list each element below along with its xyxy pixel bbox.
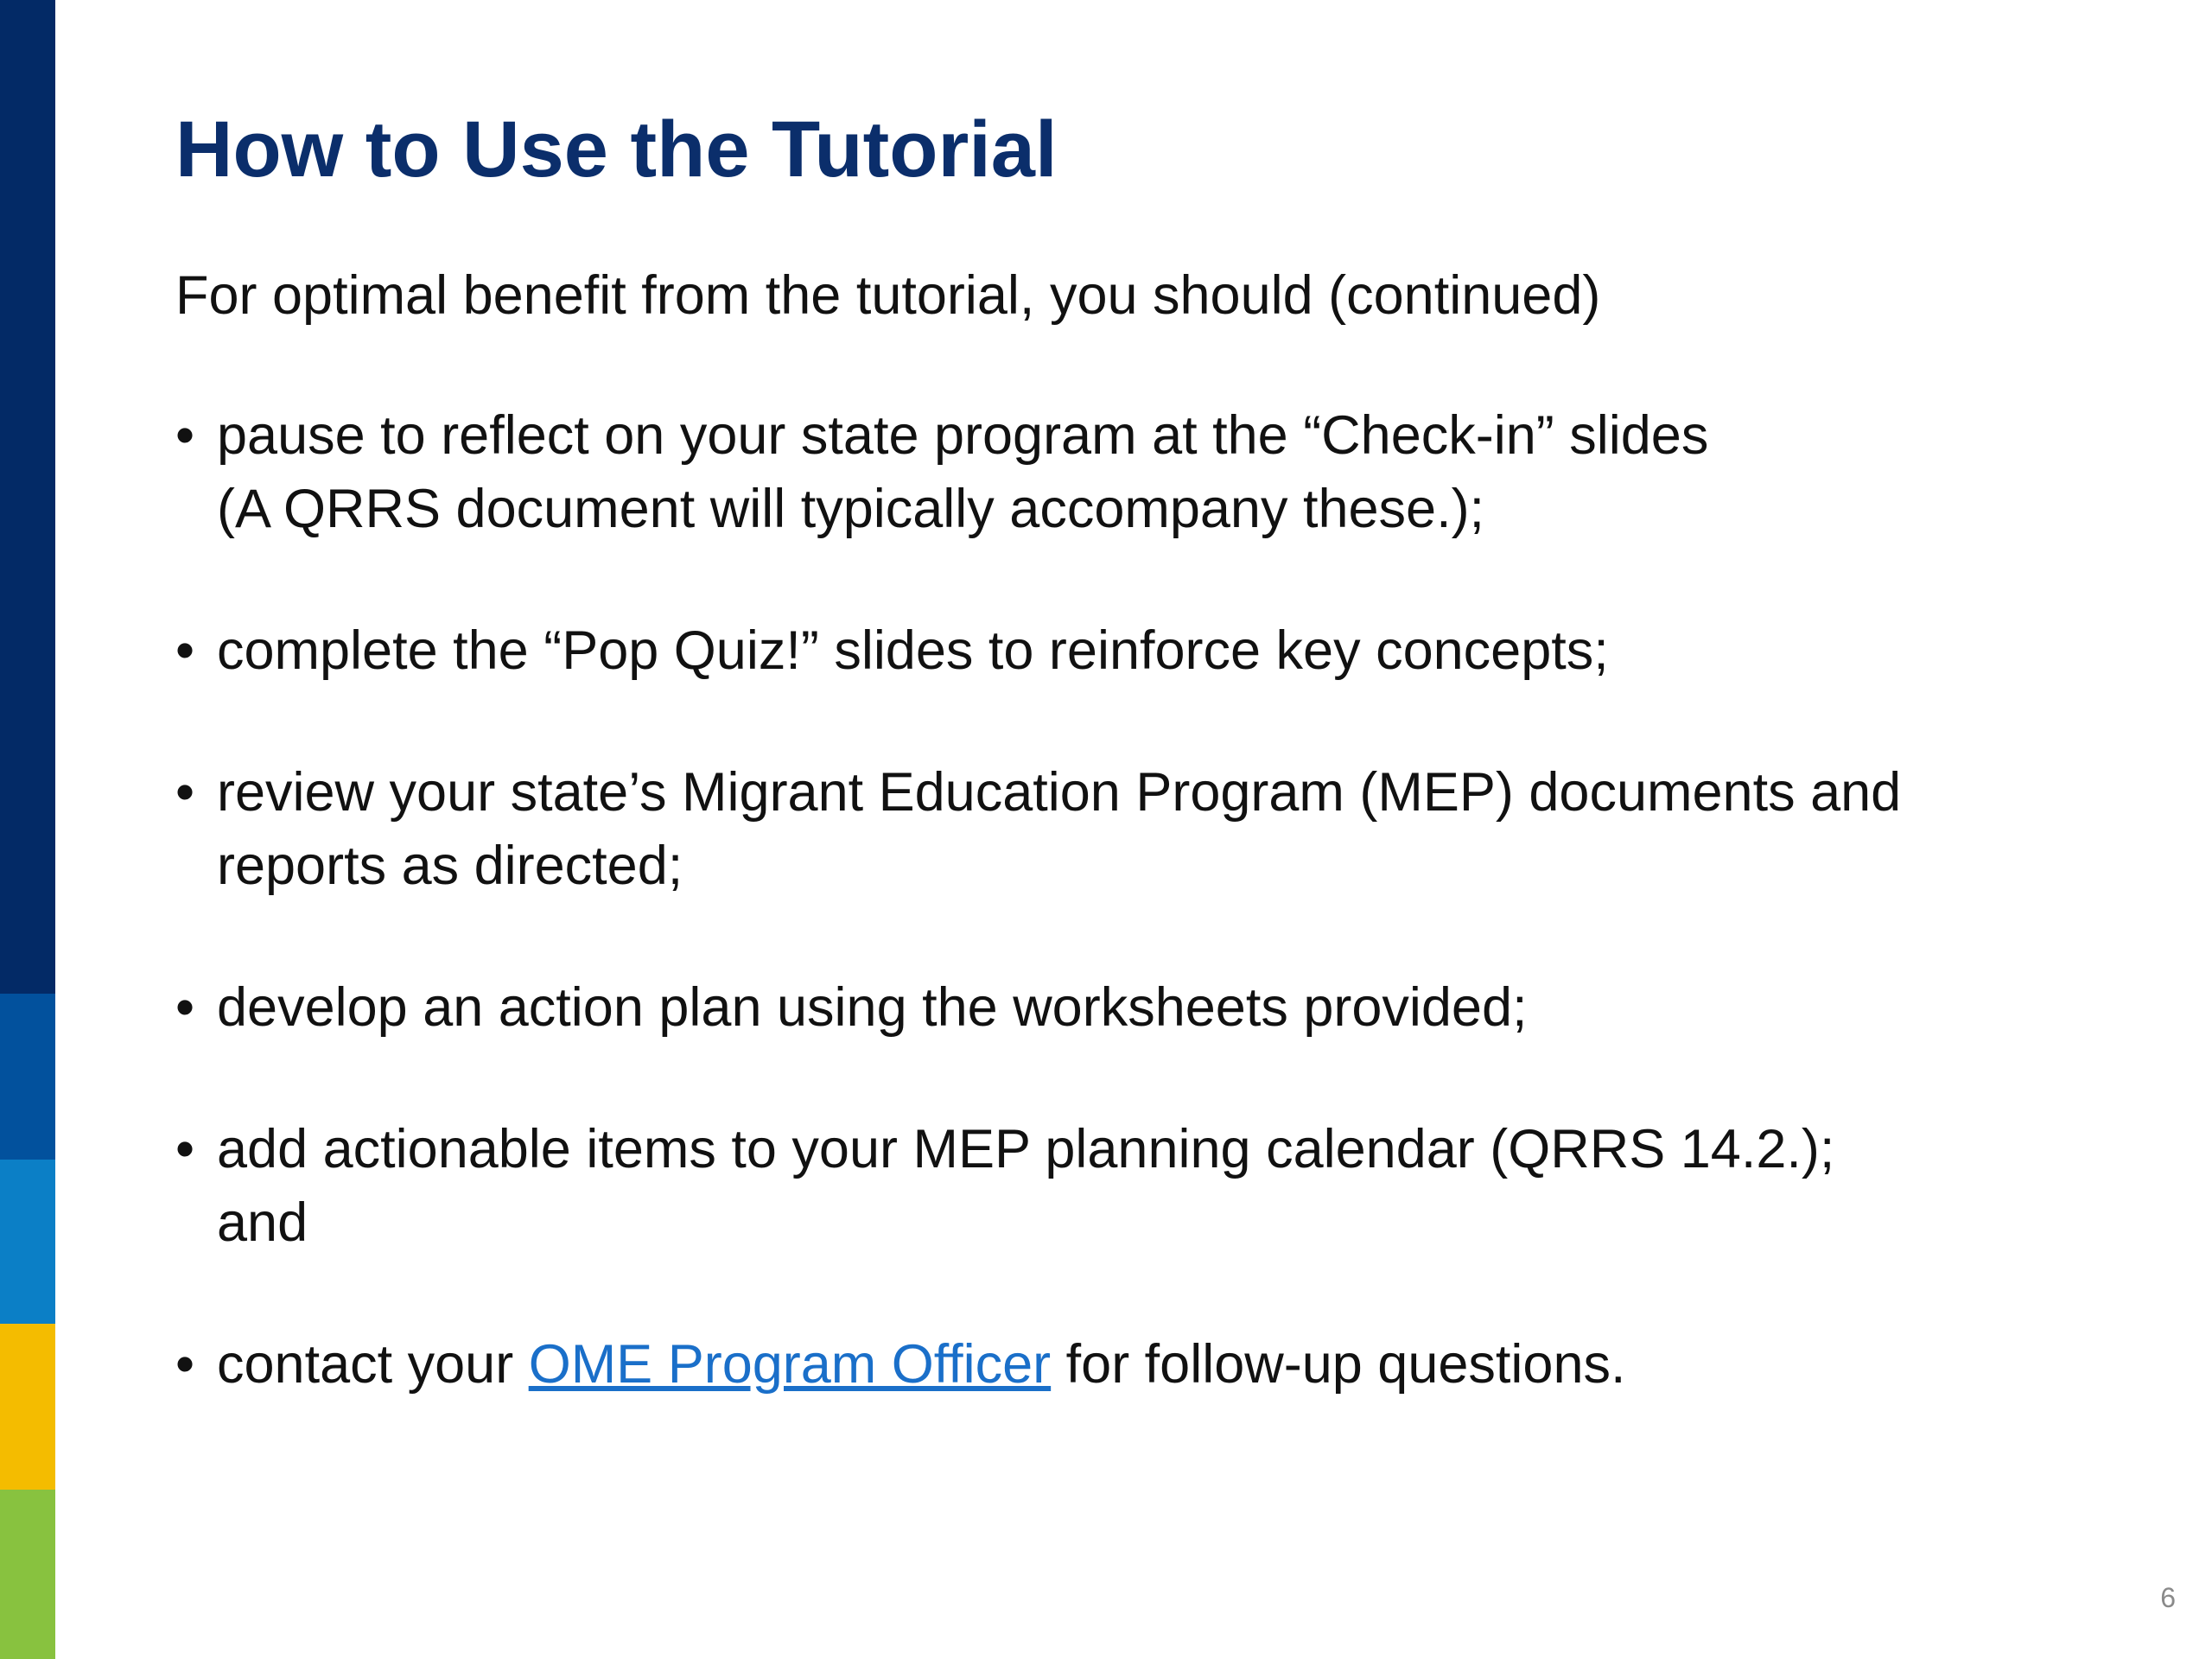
slide-title: How to Use the Tutorial bbox=[175, 105, 1058, 194]
bullet-list bbox=[175, 399, 2120, 1470]
bullet-text-after-link: for follow-up questions. bbox=[1051, 1334, 1626, 1395]
bullet-item bbox=[175, 614, 2120, 688]
bullet-item bbox=[175, 756, 2120, 903]
side-bar-segment-green bbox=[0, 1490, 55, 1659]
bullet-item bbox=[175, 971, 2120, 1045]
bullet-text: complete the “Pop Quiz!” slides to reinforce key concepts; bbox=[217, 620, 1609, 681]
side-bar-segment-light-blue bbox=[0, 1160, 55, 1324]
bullet-icon: • bbox=[175, 1119, 195, 1179]
ome-program-officer-link[interactable]: OME Program Officer bbox=[528, 1334, 1052, 1395]
bullet-text: and bbox=[217, 1192, 308, 1253]
bullet-icon: • bbox=[175, 977, 195, 1038]
decorative-side-bar bbox=[0, 0, 55, 1659]
bullet-icon: • bbox=[175, 762, 195, 823]
bullet-item bbox=[175, 1328, 2120, 1402]
bullet-icon: • bbox=[175, 620, 195, 681]
page-number: 6 bbox=[2160, 1582, 2176, 1613]
bullet-text: pause to reflect on your state program at the “Check-in” slides bbox=[217, 405, 1709, 466]
bullet-text-before-link: contact your bbox=[217, 1334, 529, 1395]
bullet-text: review your state’s Migrant Education Program (MEP) documents and bbox=[217, 762, 1902, 823]
bullet-item bbox=[175, 1113, 2120, 1260]
bullet-text bbox=[217, 1328, 2120, 1402]
bullet-text: develop an action plan using the worksheets provided; bbox=[217, 977, 1528, 1038]
bullet-text: (A QRRS document will typically accompany these.); bbox=[217, 479, 1485, 539]
side-bar-segment-blue bbox=[0, 994, 55, 1160]
intro-text: For optimal benefit from the tutorial, you should (continued) bbox=[175, 265, 1601, 326]
bullet-text: reports as directed; bbox=[217, 836, 683, 896]
bullet-icon: • bbox=[175, 405, 195, 466]
bullet-text: add actionable items to your MEP planning calendar (QRRS 14.2.); bbox=[217, 1119, 1835, 1179]
side-bar-segment-navy bbox=[0, 0, 55, 994]
bullet-icon: • bbox=[175, 1334, 195, 1395]
bullet-item bbox=[175, 399, 2120, 546]
side-bar-segment-yellow bbox=[0, 1324, 55, 1490]
